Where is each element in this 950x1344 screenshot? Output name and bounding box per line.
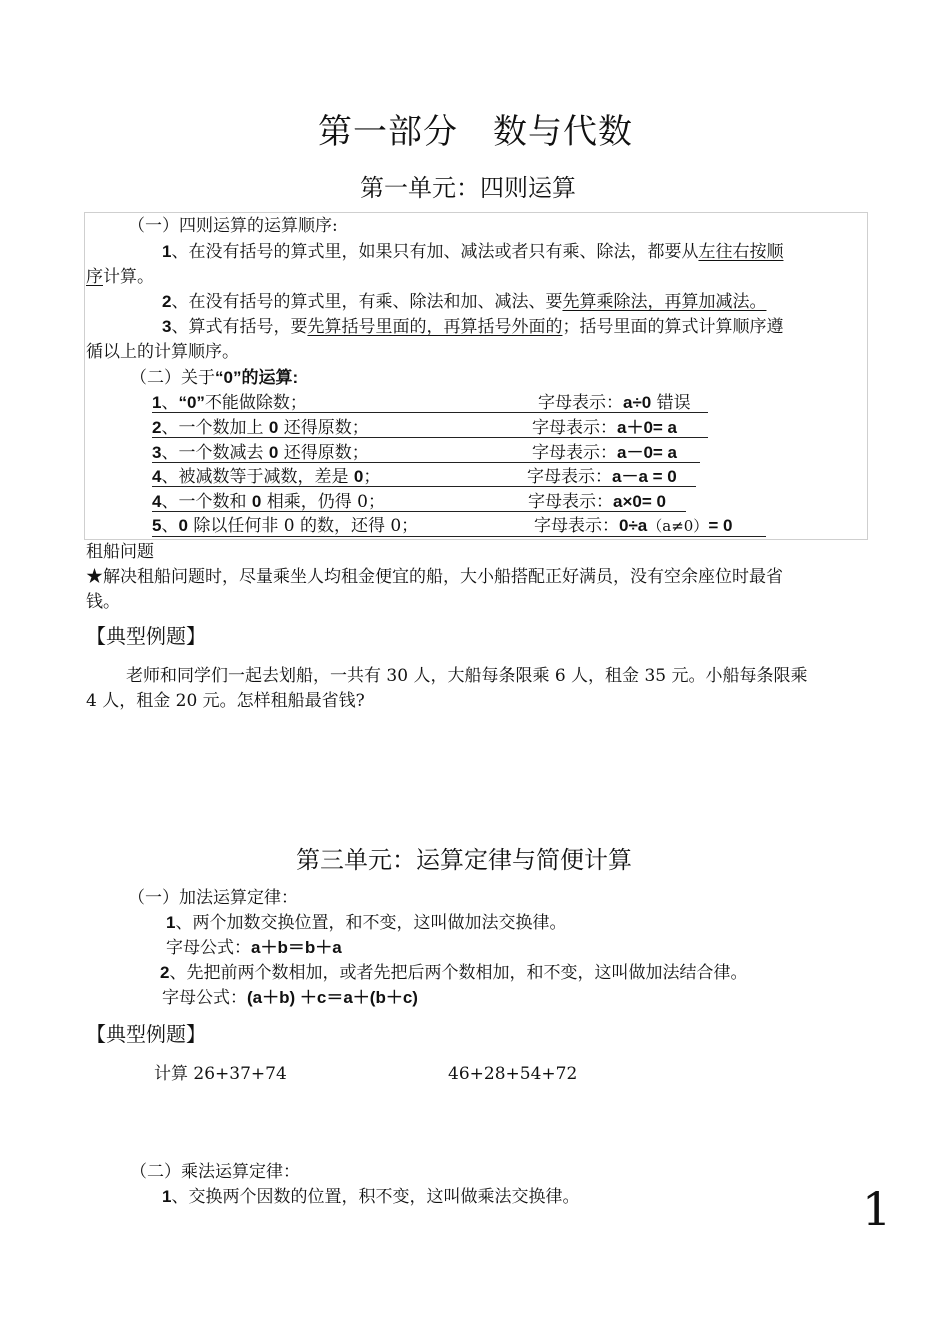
part-title: 第一部分 数与代数 (318, 112, 633, 152)
row-divider (152, 511, 686, 512)
row-divider (152, 462, 700, 463)
boat-problem-line-2: 4 人，租金 20 元。怎样租船最省钱? (86, 691, 365, 711)
zero-rule-row: 3、一个数减去 0 还得原数； (152, 443, 369, 463)
boat-problem-title: 租船问题 (86, 542, 154, 562)
boat-tip-line-1: ★解决租船问题时，尽量乘坐人均租金便宜的船，大小船搭配正好满员，没有空余座位时最省 (86, 567, 783, 587)
addition-formula-2: 字母公式：(a＋b) ＋c＝a＋(b＋c) (162, 988, 418, 1008)
zero-rule-formula: 字母表示：a－a = 0 (527, 467, 677, 487)
order-rule-3: 3、算式有括号，要先算括号里面的，再算括号外面的；括号里面的算式计算顺序遵 (162, 317, 784, 337)
order-heading: （一）四则运算的运算顺序: (128, 216, 338, 236)
boat-problem-line-1: 老师和同学们一起去划船，一共有 30 人，大船每条限乘 6 人，租金 35 元。小船每条限乘 (126, 666, 808, 686)
zero-rule-formula: 字母表示：a÷0 错误 (538, 393, 691, 413)
zero-rule-row: 4、一个数和 0 相乘，仍得 0； (152, 492, 385, 512)
zero-rule-formula: 字母表示：a×0= 0 (528, 492, 666, 512)
addition-law-1: 1、两个加数交换位置，和不变，这叫做加法交换律。 (166, 913, 567, 933)
multiplication-law-1: 1、交换两个因数的位置，积不变，这叫做乘法交换律。 (162, 1187, 580, 1207)
row-divider (152, 486, 696, 487)
example-heading: 【典型例题】 (86, 624, 206, 648)
order-rule-2: 2、在没有括号的算式里，有乘、除法和加、减法、要先算乘除法，再算加减法。 (162, 292, 767, 312)
zero-rule-row: 5、0 除以任何非 0 的数，还得 0； (152, 516, 419, 536)
zero-rule-formula: 字母表示：0÷a（a≠0）= 0 (534, 516, 733, 536)
unit3-title: 第三单元：运算定律与简便计算 (296, 846, 632, 874)
multiplication-heading: （二）乘法运算定律： (130, 1162, 300, 1182)
exercise-2: 46+28+54+72 (448, 1064, 578, 1084)
addition-formula-1: 字母公式：a＋b＝b＋a (166, 938, 342, 958)
page-number: 1 (862, 1182, 892, 1236)
zero-rule-row: 2、一个数加上 0 还得原数； (152, 418, 369, 438)
exercise-1: 计算 26+37+74 (154, 1064, 287, 1084)
zero-rule-formula: 字母表示：a－0= a (532, 443, 678, 463)
addition-heading: （一）加法运算定律： (128, 888, 298, 908)
zero-heading: （二）关于“0”的运算: (130, 368, 299, 388)
row-divider (152, 437, 708, 438)
order-rule-1: 1、在没有括号的算式里，如果只有加、减法或者只有乘、除法，都要从左往右按顺 (162, 242, 784, 262)
zero-rule-row: 4、被减数等于减数，差是 0； (152, 467, 381, 487)
example-heading-2: 【典型例题】 (86, 1022, 206, 1046)
order-rule-3-cont: 循以上的计算顺序。 (86, 342, 239, 362)
addition-law-2: 2、先把前两个数相加，或者先把后两个数相加，和不变，这叫做加法结合律。 (160, 963, 748, 983)
unit1-title: 第一单元：四则运算 (360, 174, 576, 202)
boat-tip-line-2: 钱。 (86, 592, 120, 612)
row-divider (152, 536, 766, 537)
zero-rule-row: 1、“0”不能做除数； (152, 393, 307, 413)
zero-rule-formula: 字母表示：a＋0= a (532, 418, 678, 438)
row-divider (152, 412, 708, 413)
order-rule-1-cont: 序计算。 (86, 267, 154, 287)
